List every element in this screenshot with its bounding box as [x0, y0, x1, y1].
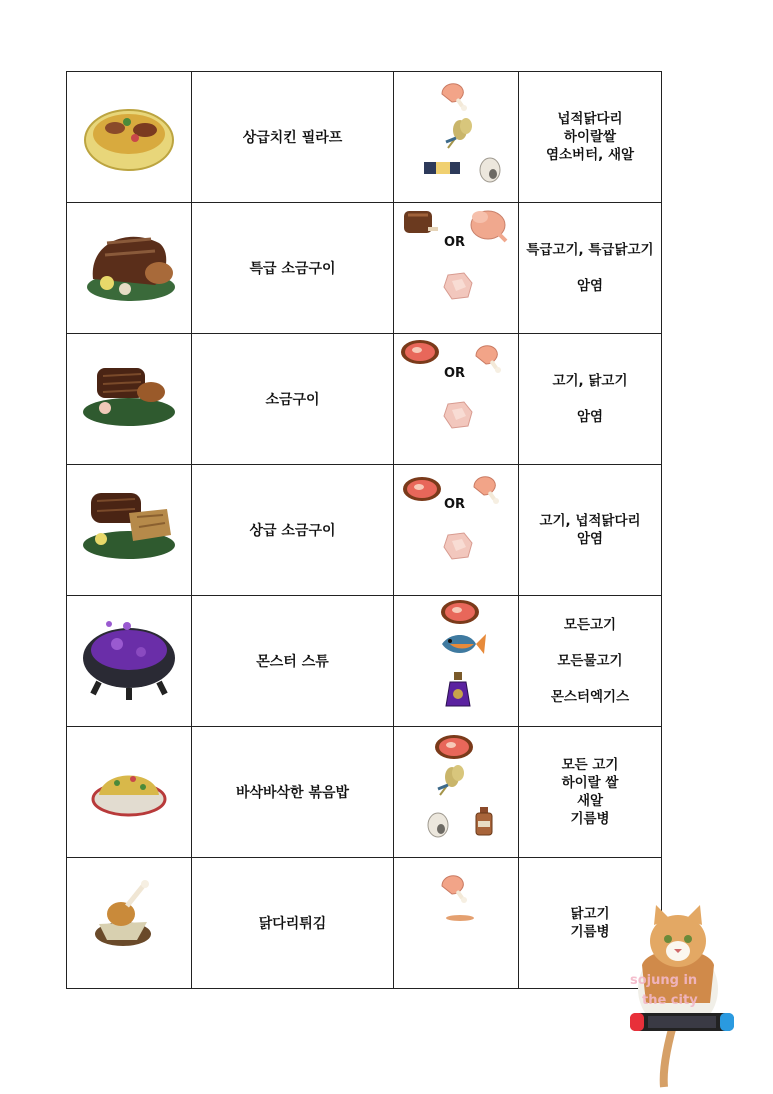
- fried-drumstick-dish-icon: [67, 858, 191, 988]
- fish-icon: [440, 630, 488, 660]
- ingredient-list: 닭고기 기름병: [570, 906, 610, 940]
- table-row: [67, 203, 662, 334]
- gourmet-meat-icon: [400, 207, 440, 243]
- rock-salt-icon: [442, 400, 474, 430]
- dish-name: 바삭바삭한 볶음밥: [235, 785, 350, 801]
- whole-bird-icon: [468, 207, 510, 247]
- raw-meat-icon: [440, 598, 484, 630]
- ingredient-list: 특급고기, 특급닭고기 암염: [526, 242, 654, 294]
- cat-sticker: [612, 905, 744, 1090]
- monster-extract-icon: [444, 670, 472, 710]
- dish-name: 닭다리튀김: [258, 916, 327, 932]
- salt-grilled-dish-icon: [67, 334, 191, 464]
- dish-name: 특급 소금구이: [249, 261, 336, 277]
- or-label: OR: [444, 366, 466, 381]
- raw-meat-icon: [402, 475, 442, 505]
- rice-stalk-icon: [444, 118, 476, 152]
- or-label: OR: [444, 497, 466, 512]
- drumstick-icon: [470, 471, 504, 505]
- chicken-pilaf-dish-icon: [67, 72, 191, 202]
- raw-meat-icon: [434, 733, 476, 763]
- watermark-text: sojung in: [630, 973, 698, 988]
- drumstick-icon: [438, 870, 472, 904]
- ingredient-list: 모든고기 모든물고기 몬스터엑기스: [550, 617, 630, 705]
- drumstick-icon: [472, 340, 506, 374]
- rock-salt-icon: [442, 271, 474, 301]
- bird-egg-icon: [426, 811, 452, 839]
- rock-salt-icon: [442, 531, 474, 561]
- table-row: [67, 858, 662, 989]
- recipe-table: [66, 71, 662, 989]
- oil-slick-icon: [444, 914, 476, 922]
- prime-salt-grilled-dish-icon: [67, 465, 191, 595]
- ingredient-list: 고기, 넙적닭다리 암염: [539, 513, 641, 547]
- dish-name: 몬스터 스튜: [256, 654, 329, 670]
- ingredient-list: 고기, 닭고기 암염: [552, 373, 628, 425]
- table-row: [67, 72, 662, 203]
- rice-stalk-icon: [436, 765, 468, 799]
- dish-name: 소금구이: [265, 392, 320, 408]
- oil-jar-icon: [474, 805, 496, 837]
- gourmet-salt-grilled-dish-icon: [67, 203, 191, 333]
- dish-name: 상급 소금구이: [249, 523, 336, 539]
- ingredient-list: 모든 고기 하이랄 쌀 새알 기름병: [561, 757, 619, 827]
- table-row: [67, 334, 662, 465]
- goat-butter-icon: [422, 156, 462, 180]
- drumstick-icon: [438, 78, 472, 112]
- or-label: OR: [444, 235, 466, 250]
- fried-rice-dish-icon: [67, 727, 191, 857]
- table-row: [67, 596, 662, 727]
- table-row: [67, 727, 662, 858]
- bird-egg-icon: [478, 156, 504, 184]
- ingredient-list: 넙적닭다리 하이랄쌀 염소버터, 새알: [545, 111, 635, 163]
- watermark-text: the city: [642, 993, 698, 1008]
- raw-meat-icon: [400, 338, 440, 368]
- dish-name: 상급치킨 필라프: [242, 130, 343, 146]
- table-row: [67, 465, 662, 596]
- monster-stew-dish-icon: [67, 596, 191, 726]
